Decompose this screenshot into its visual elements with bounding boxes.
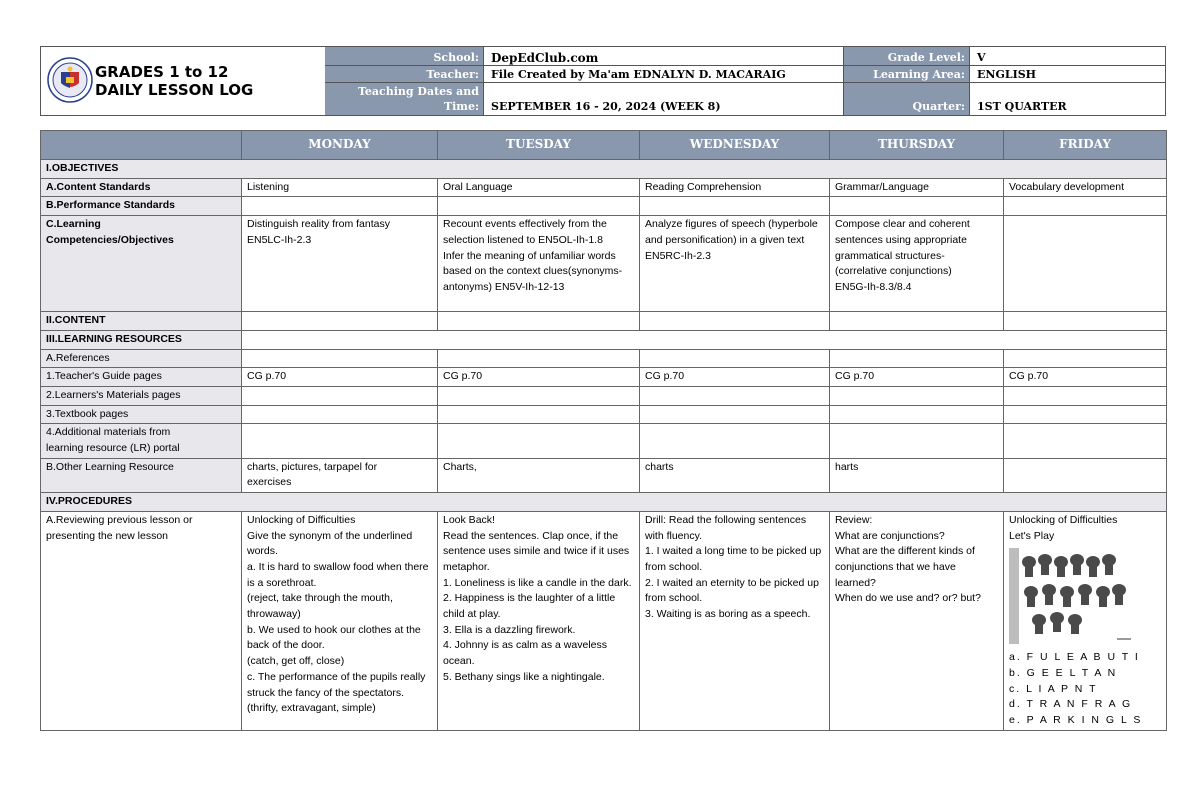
dates-label-line2: Time: [443, 100, 479, 113]
other-resource-wednesday: charts [640, 458, 830, 492]
school-label: School: [433, 51, 479, 64]
day-header-tuesday: TUESDAY [438, 131, 640, 160]
learning-area-label: Learning Area: [873, 68, 965, 81]
deped-seal-icon [47, 57, 93, 103]
learning-resources-row [41, 330, 1167, 349]
header-logo-block [41, 47, 326, 115]
reviewing-label: A.Reviewing previous lesson or presenting the new lesson [41, 511, 242, 730]
teachers-guide-wednesday: CG p.70 [640, 368, 830, 387]
reviewing-thursday: Review: What are conjunctions? What are the different kinds of conjunctions that we have learned? When do we use and? or? but? [830, 511, 1004, 730]
learners-materials-label: 2.Learners's Materials pages [41, 386, 242, 405]
grade-level-value: V [977, 51, 986, 64]
other-resource-row [41, 458, 1167, 492]
objectives-section-row [41, 160, 1167, 179]
objectives-heading: I.OBJECTIVES [41, 160, 1167, 179]
reviewing-wednesday: Drill: Read the following sentences with fluency. 1. I waited a long time to be picked up from school. 2. I waited an eternity to be picked up from school. 3. Waiting is as boring as a speech. [640, 511, 830, 730]
competencies-friday [1004, 216, 1167, 312]
reviewing-row [41, 511, 1167, 730]
header-title-line2: DAILY LESSON LOG [95, 81, 254, 99]
friday-game-intro: Unlocking of Difficulties Let's Play [1009, 513, 1118, 542]
competencies-label: C.Learning Competencies/Objectives [41, 216, 242, 312]
other-resource-friday [1004, 458, 1167, 492]
competencies-thursday: Compose clear and coherent sentences using appropriate grammatical structures- (correlative conjunctions) EN5G-Ih-8.3/8.4 [830, 216, 1004, 312]
reviewing-monday: Unlocking of Difficulties Give the synonym of the underlined words. a. It is hard to swallow food when there is a sorethroat. (reject, take through the mouth, throwaway) b. We used to hook our clothes at the back of the door. (catch, get off, close) c. The performance of the pupils really struck the fancy of the spectators. (thrifty, extravagant, simple) [242, 511, 438, 730]
competencies-tuesday: Recount events effectively from the selection listened to EN5OL-Ih-1.8 Infer the meaning of unfamiliar words based on the context clues(synonyms-antonyms) EN5V-Ih-12-13 [438, 216, 640, 312]
content-standards-monday: Listening [242, 178, 438, 197]
other-resource-thursday: harts [830, 458, 1004, 492]
teachers-guide-row [41, 368, 1167, 387]
performance-standards-row [41, 197, 1167, 216]
textbook-label: 3.Textbook pages [41, 405, 242, 424]
content-standards-thursday: Grammar/Language [830, 178, 1004, 197]
procedures-heading: IV.PROCEDURES [41, 493, 1167, 512]
competencies-monday: Distinguish reality from fantasy EN5LC-Ih-2.3 [242, 216, 438, 312]
day-header-friday: FRIDAY [1004, 131, 1167, 160]
content-standards-friday: Vocabulary development [1004, 178, 1167, 197]
additional-materials-row [41, 424, 1167, 458]
teachers-guide-tuesday: CG p.70 [438, 368, 640, 387]
quarter-value: 1ST QUARTER [977, 100, 1067, 113]
teachers-guide-friday: CG p.70 [1004, 368, 1167, 387]
content-standards-label: A.Content Standards [41, 178, 242, 197]
procedures-section-row [41, 493, 1167, 512]
teachers-guide-monday: CG p.70 [242, 368, 438, 387]
grade-level-label: Grade Level: [887, 51, 965, 64]
content-standards-row [41, 178, 1167, 197]
teacher-label: Teacher: [426, 68, 479, 81]
day-header-row [41, 131, 1167, 160]
other-resource-tuesday: Charts, [438, 458, 640, 492]
performance-standards-label: B.Performance Standards [41, 197, 242, 216]
teachers-guide-thursday: CG p.70 [830, 368, 1004, 387]
quarter-label: Quarter: [912, 100, 965, 113]
corner-header [41, 131, 242, 160]
header-info-grid [325, 47, 1165, 115]
content-label: II.CONTENT [41, 312, 242, 331]
day-header-monday: MONDAY [242, 131, 438, 160]
learning-resources-label: III.LEARNING RESOURCES [41, 330, 242, 349]
additional-materials-label: 4.Additional materials from learning resource (LR) portal [41, 424, 242, 458]
dates-label-line1: Teaching Dates and [357, 85, 479, 98]
header-title [95, 63, 253, 99]
content-standards-tuesday: Oral Language [438, 178, 640, 197]
teachers-guide-label: 1.Teacher's Guide pages [41, 368, 242, 387]
dates-value: SEPTEMBER 16 - 20, 2024 (WEEK 8) [491, 100, 721, 113]
children-playing-illustration-icon [1009, 548, 1133, 644]
references-row [41, 349, 1167, 368]
school-value: DepEdClub.com [491, 51, 599, 65]
textbook-row [41, 405, 1167, 424]
learners-materials-row [41, 386, 1167, 405]
lesson-log-header [40, 46, 1166, 116]
learning-area-value: ENGLISH [977, 68, 1037, 81]
reviewing-friday [1004, 511, 1167, 730]
friday-scrambled-words: a. F U L E A B U T I b. G E E L T A N c. L I A P N T d. T R A N F R A G e. P A R K I N G L S [1009, 651, 1143, 727]
day-header-thursday: THURSDAY [830, 131, 1004, 160]
other-resource-monday: charts, pictures, tarpapel for exercises [242, 458, 438, 492]
references-label: A.References [41, 349, 242, 368]
reviewing-tuesday: Look Back! Read the sentences. Clap once, if the sentence uses simile and twice if it uses metaphor. 1. Loneliness is like a candle in the dark. 2. Happiness is the laughter of a little child at play. 3. Ella is a dazzling firework. 4. Johnny is as calm as a waveless ocean. 5. Bethany sings like a nightingale. [438, 511, 640, 730]
other-resource-label: B.Other Learning Resource [41, 458, 242, 492]
day-header-wednesday: WEDNESDAY [640, 131, 830, 160]
competencies-row [41, 216, 1167, 312]
content-row [41, 312, 1167, 331]
content-standards-wednesday: Reading Comprehension [640, 178, 830, 197]
header-title-line1: GRADES 1 to 12 [95, 63, 229, 81]
competencies-wednesday: Analyze figures of speech (hyperbole and personification) in a given text EN5RC-Ih-2.3 [640, 216, 830, 312]
teacher-value: File Created by Ma'am EDNALYN D. MACARAIG [491, 68, 786, 81]
lesson-log-table [40, 130, 1167, 731]
